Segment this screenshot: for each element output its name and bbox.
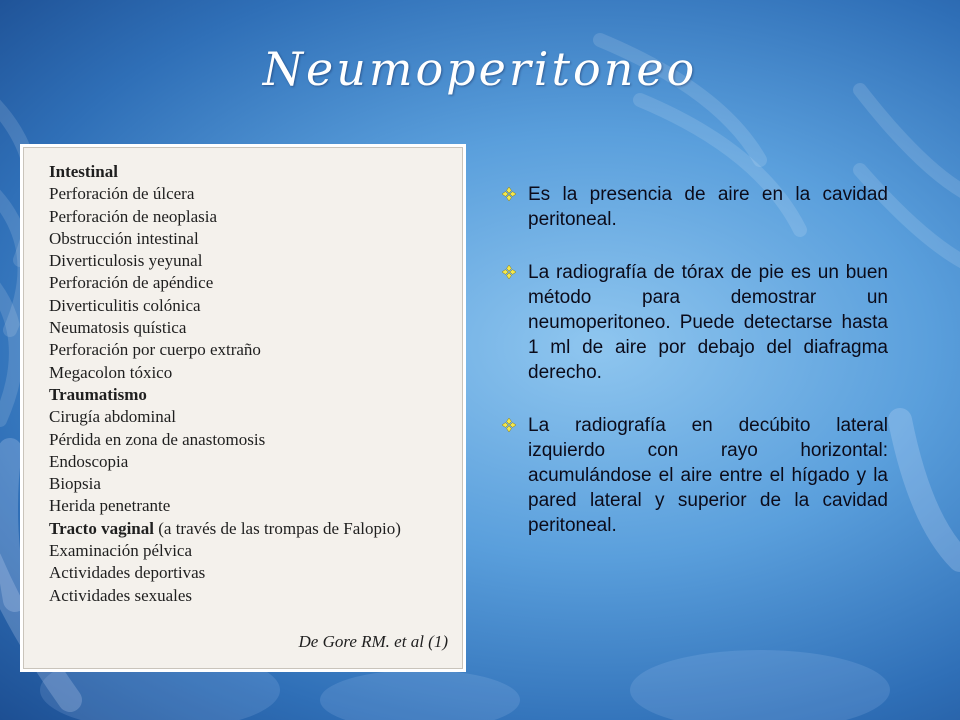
table-category-row: [49, 161, 462, 183]
table-category-row: [49, 384, 462, 406]
row-text: Pérdida en zona de anastomosis: [49, 429, 266, 449]
row-text: Actividades sexuales: [49, 585, 193, 605]
table-category-row: [49, 518, 462, 540]
row-text: Perforación de úlcera: [49, 184, 195, 204]
table-row: [49, 272, 462, 294]
row-text: Diverticulosis yeyunal: [49, 251, 203, 271]
table-row: [49, 317, 462, 339]
table-row: [49, 228, 462, 250]
row-text: Endoscopia: [49, 451, 129, 471]
table-row: [49, 495, 462, 517]
table-row: [49, 451, 462, 473]
table-row: [49, 206, 462, 228]
bullet-text: La radiografía en decúbito lateral izquierdo con rayo horizontal: acumulándose el aire entre el hígado y la pared lateral y superior de la cavidad peritoneal.: [528, 415, 888, 536]
bullet-list: [498, 182, 888, 566]
row-note: (a través de las trompas de Falopio): [153, 518, 401, 538]
bullet-item: [498, 413, 888, 538]
row-text: Megacolon tóxico: [49, 362, 173, 382]
table-citation: De Gore RM. et al (1): [298, 632, 448, 651]
causes-list: [49, 161, 462, 607]
row-text: Cirugía abdominal: [49, 407, 177, 427]
row-text: Examinación pélvica: [49, 541, 193, 561]
causes-table: [23, 147, 463, 669]
row-text: Tracto vaginal: [49, 518, 154, 538]
table-row: [49, 585, 462, 607]
row-text: Traumatismo: [49, 384, 147, 404]
table-row: [49, 406, 462, 428]
table-row: [49, 183, 462, 205]
bullet-item: [498, 182, 888, 232]
row-text: Neumatosis quística: [49, 318, 187, 338]
row-text: Diverticulitis colónica: [49, 295, 201, 315]
row-text: Herida penetrante: [49, 496, 171, 516]
diamond-bullet-icon: [502, 187, 516, 201]
row-text: Perforación de neoplasia: [49, 206, 218, 226]
slide-title: Neumoperitoneo: [262, 42, 698, 96]
diamond-bullet-icon: [502, 418, 516, 432]
row-text: Perforación por cuerpo extraño: [49, 340, 261, 360]
table-row: [49, 295, 462, 317]
causes-table-panel: [20, 144, 466, 672]
row-text: Perforación de apéndice: [49, 273, 214, 293]
table-row: [49, 339, 462, 361]
bullet-text: La radiografía de tórax de pie es un buen método para demostrar un neumoperitoneo. Puede detectarse hasta 1 ml de aire por debajo del diafragma derecho.: [528, 262, 888, 383]
table-row: [49, 250, 462, 272]
row-text: Obstrucción intestinal: [49, 228, 199, 248]
table-row: [49, 562, 462, 584]
table-row: [49, 540, 462, 562]
table-row: [49, 362, 462, 384]
diamond-bullet-icon: [502, 265, 516, 279]
row-text: Biopsia: [49, 474, 101, 494]
table-row: [49, 429, 462, 451]
bullet-item: [498, 260, 888, 385]
bullet-text: Es la presencia de aire en la cavidad peritoneal.: [528, 184, 888, 230]
table-row: [49, 473, 462, 495]
row-text: Intestinal: [49, 162, 118, 181]
row-text: Actividades deportivas: [49, 563, 206, 583]
